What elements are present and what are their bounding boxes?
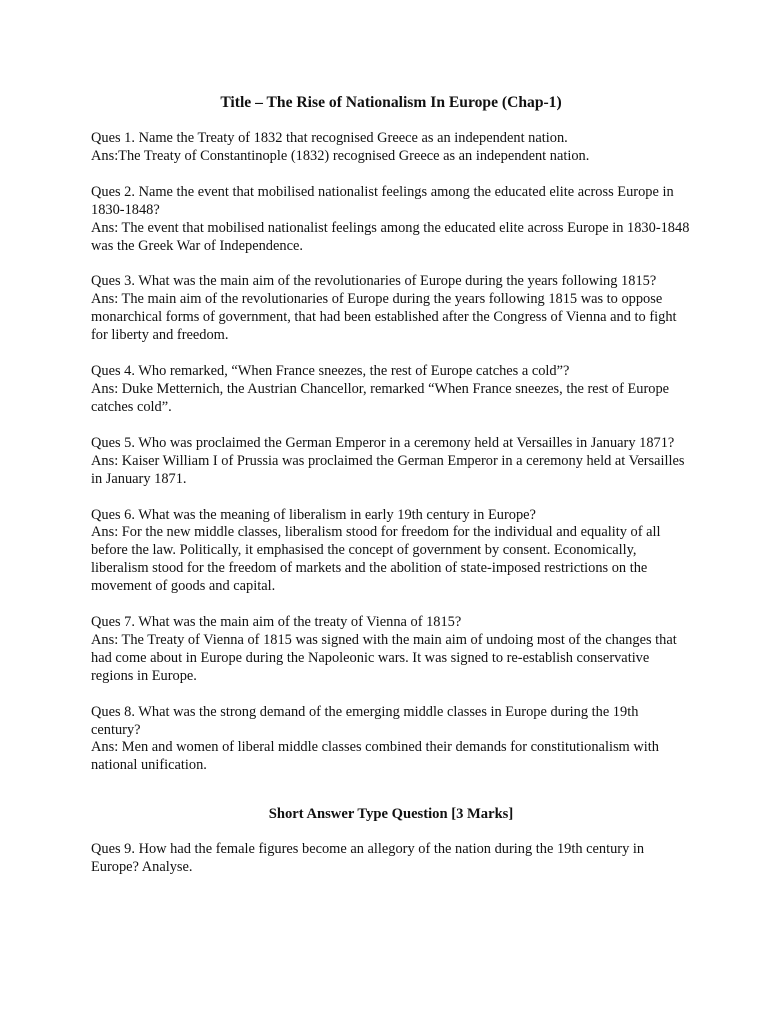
answer-text: Ans:The Treaty of Constantinople (1832) recognised Greece as an independent nation. [91, 147, 590, 164]
qa-item [91, 184, 691, 256]
section-heading: Short Answer Type Question [3 Marks] [268, 806, 514, 823]
qa-item [91, 435, 691, 489]
qa-item [91, 130, 691, 166]
qa-item [91, 704, 691, 776]
page-title: Title – The Rise of Nationalism In Europe (Chap-1) [220, 94, 562, 111]
qa-item [91, 841, 691, 877]
answer-text: Ans: The main aim of the revolutionaries of Europe during the years following 1815 was to oppose monarchical forms of government, that had been established after the Congress of Vienna and to fight for liberty and freedom. [91, 291, 677, 344]
question-text: Ques 9. How had the female figures become an allegory of the nation during the 19th century in Europe? Analyse. [91, 841, 645, 876]
qa-item [91, 363, 691, 417]
question-text: Ques 8. What was the strong demand of the emerging middle classes in Europe during the 19th century? [91, 703, 639, 738]
qa-item [91, 507, 691, 597]
question-text: Ques 4. Who remarked, “When France sneezes, the rest of Europe catches a cold”? [91, 363, 570, 380]
question-text: Ques 3. What was the main aim of the revolutionaries of Europe during the years following 1815? [91, 273, 657, 290]
question-text: Ques 7. What was the main aim of the treaty of Vienna of 1815? [91, 614, 462, 631]
answer-text: Ans: For the new middle classes, liberalism stood for freedom for the individual and equality of all before the law. Politically, it emphasised the concept of government by consent. Economically, liberalism stood for the freedom of markets and the abolition of state-imposed restrictions on the movement of goods and capital. [91, 524, 661, 595]
answer-text: Ans: Duke Metternich, the Austrian Chancellor, remarked “When France sneezes, the rest of Europe catches cold”. [91, 380, 670, 415]
question-text: Ques 5. Who was proclaimed the German Emperor in a ceremony held at Versailles in January 1871? [91, 434, 675, 451]
answer-text: Ans: Kaiser William I of Prussia was proclaimed the German Emperor in a ceremony held at Versailles in January 1871. [91, 452, 685, 487]
answer-text: Ans: The Treaty of Vienna of 1815 was signed with the main aim of undoing most of the changes that had come about in Europe during the Napoleonic wars. It was signed to re-establish conservative regions in Europe. [91, 631, 677, 684]
qa-item [91, 273, 691, 345]
answer-text: Ans: The event that mobilised nationalist feelings among the educated elite across Europe in 1830-1848 was the Greek War of Independence. [91, 219, 690, 254]
question-text: Ques 1. Name the Treaty of 1832 that recognised Greece as an independent nation. [91, 130, 568, 146]
question-text: Ques 2. Name the event that mobilised nationalist feelings among the educated elite across Europe in 1830-1848? [91, 183, 674, 218]
document-content [91, 93, 691, 895]
question-text: Ques 6. What was the meaning of liberalism in early 19th century in Europe? [91, 506, 536, 523]
answer-text: Ans: Men and women of liberal middle classes combined their demands for constitutionalism with national unification. [91, 739, 659, 774]
qa-item [91, 614, 691, 686]
